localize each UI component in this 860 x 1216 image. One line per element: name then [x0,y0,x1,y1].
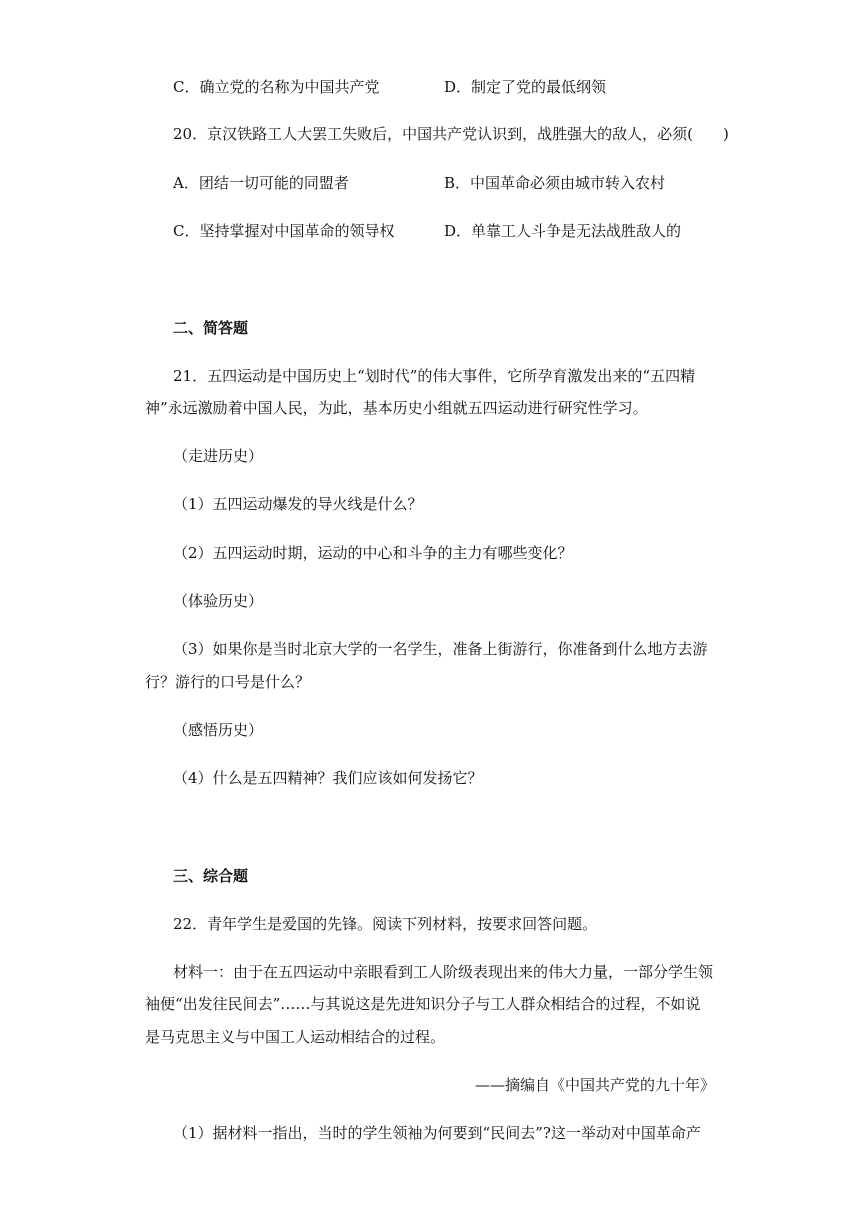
q22-sub1: （1）据材料一指出，当时的学生领袖为何要到“民间去”?这一举动对中国革命产 [173,1124,701,1142]
q20-stem: 20．京汉铁路工人大罢工失败后，中国共产党认识到，战胜强大的敌人，必须( ) [173,125,729,143]
material1-line1: 材料一：由于在五四运动中亲眼看到工人阶级表现出来的伟大力量，一部分学生领 [173,963,714,981]
q20-option-c: C．坚持掌握对中国革命的领导权 [173,222,395,240]
section-heading: 三、综合题 [173,867,249,885]
part-title: （体验历史） [173,592,264,610]
q19-option-c: C．确立党的名称为中国共产党 [173,78,380,96]
q21-stem-line2: 神”永远激励着中国人民，为此，基本历史小组就五四运动进行研究性学习。 [145,399,648,417]
q21-sub4: （4）什么是五四精神？我们应该如何发扬它？ [173,769,483,787]
q21-sub3-line2: 行？游行的口号是什么？ [145,673,311,691]
q22-stem: 22．青年学生是爱国的先锋。阅读下列材料，按要求回答问题。 [173,915,598,933]
q19-option-d: D．制定了党的最低纲领 [444,78,607,96]
part-title: （走进历史） [173,447,264,465]
q21-sub2: （2）五四运动时期，运动的中心和斗争的主力有哪些变化？ [173,544,573,562]
material1-line3: 是马克思主义与中国工人运动相结合的过程。 [145,1028,446,1046]
q20-option-d: D．单靠工人斗争是无法战胜敌人的 [444,222,682,240]
section-heading: 二、简答题 [173,319,249,337]
part-title: （感悟历史） [173,721,264,739]
material1-line2: 袖便“出发往民间去”……与其说这是先进知识分子与工人群众相结合的过程，不如说 [145,995,701,1013]
q21-sub3-line1: （3）如果你是当时北京大学的一名学生，准备上街游行，你准备到什么地方去游 [173,640,708,658]
q20-option-b: B．中国革命必须由城市转入农村 [444,174,666,192]
material1-source: ——摘编自《中国共产党的九十年》 [474,1076,715,1094]
q21-stem-line1: 21．五四运动是中国历史上“划时代”的伟大事件，它所孕育激发出来的“五四精 [173,367,696,385]
q20-option-a: A．团结一切可能的同盟者 [173,174,349,192]
q21-sub1: （1）五四运动爆发的导火线是什么？ [173,495,423,513]
